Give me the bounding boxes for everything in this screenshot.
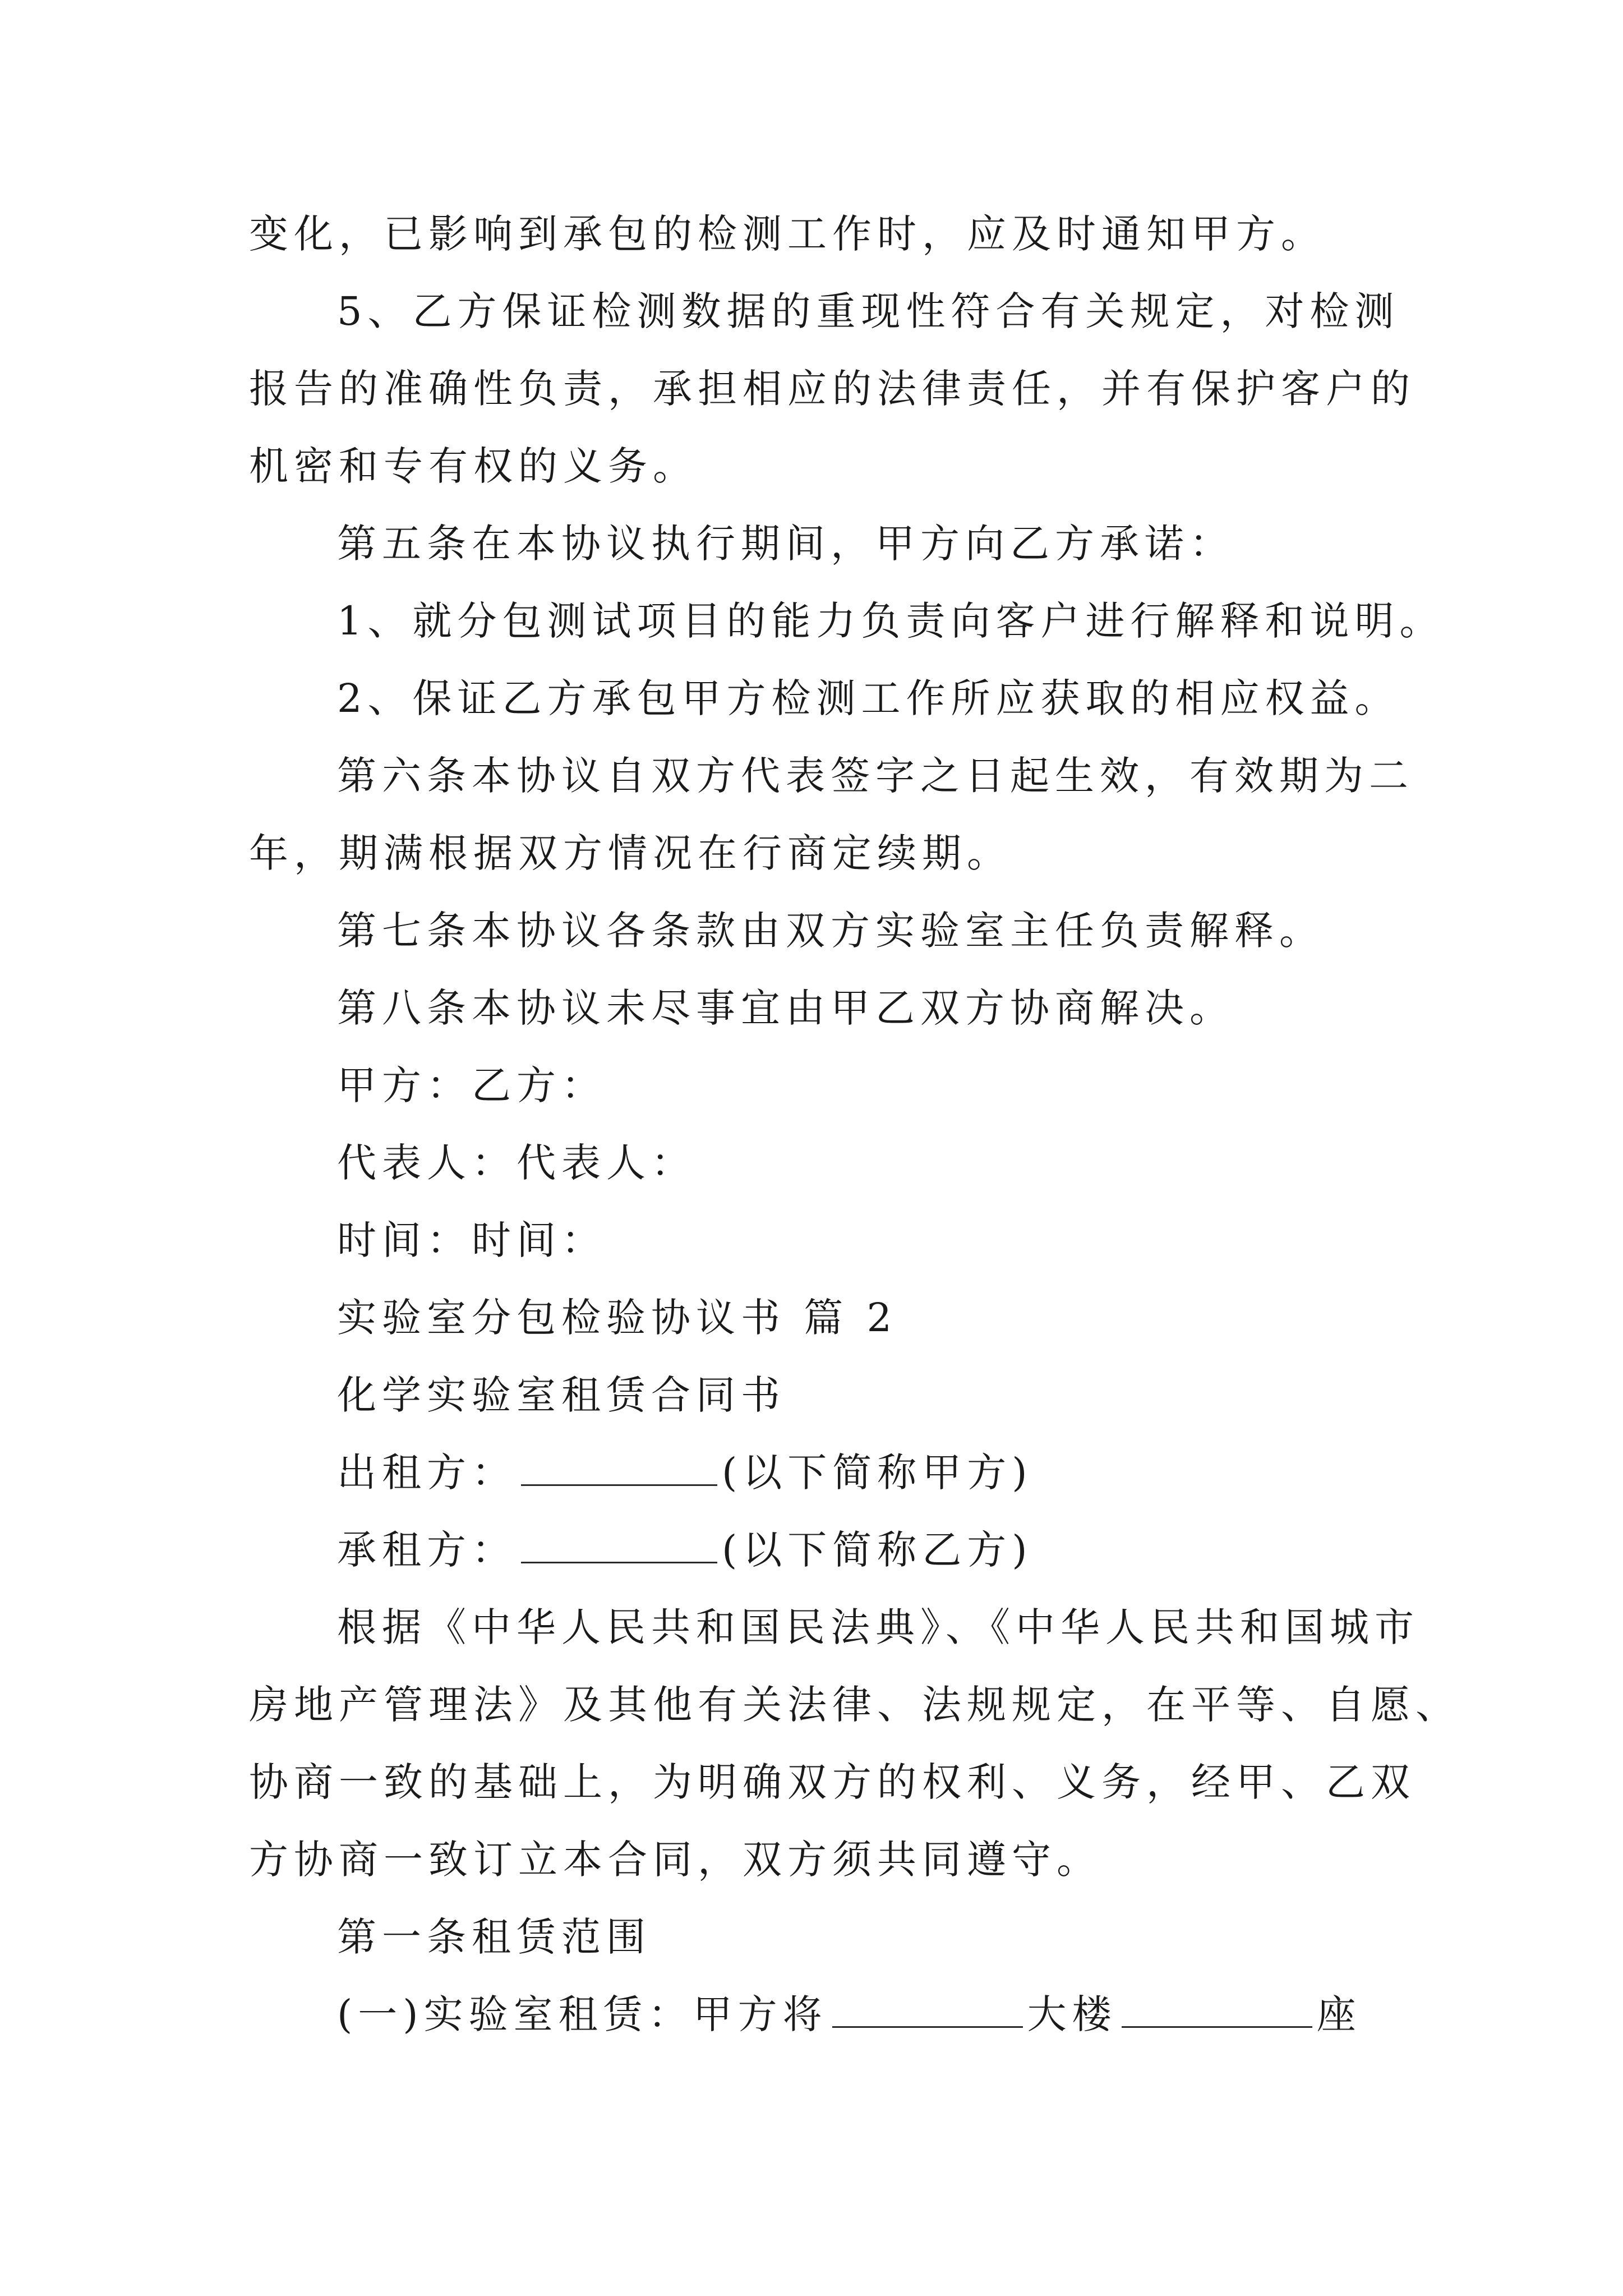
basis-line: 房地产管理法》及其他有关法律、法规规定，在平等、自愿、 [249, 1682, 1460, 1728]
lessor-blank [521, 1450, 717, 1486]
lessee-suffix: (以下简称乙方) [722, 1527, 1033, 1573]
text-line: 第五条在本协议执行期间，甲方向乙方承诺： [337, 521, 1234, 567]
lease-clause-seat: 座 [1316, 1991, 1362, 2037]
article-one-title: 第一条租赁范围 [337, 1914, 651, 1960]
text-line: 机密和专有权的义务。 [249, 443, 698, 489]
basis-line: 根据《中华人民共和国民法典》、《中华人民共和国城市 [337, 1604, 1419, 1650]
contract-title: 化学实验室租赁合同书 [337, 1372, 786, 1418]
lessor-label: 出租方： [337, 1450, 517, 1496]
text-line: 报告的准确性负责，承担相应的法律责任，并有保护客户的 [249, 366, 1415, 412]
lessor-line [337, 1444, 1033, 1501]
text-line: 2、保证乙方承包甲方检测工作所应获取的相应权益。 [337, 675, 1400, 721]
lessor-suffix: (以下简称甲方) [722, 1450, 1033, 1496]
lease-clause-prefix: (一)实验室租赁：甲方将 [337, 1991, 828, 2037]
signature-party-line: 甲方：乙方： [337, 1062, 606, 1108]
text-line: 第七条本协议各条款由双方实验室主任负责解释。 [337, 908, 1324, 954]
signature-representative-line: 代表人：代表人： [337, 1140, 696, 1186]
seat-number-blank [1122, 1991, 1312, 2028]
basis-line: 协商一致的基础上，为明确双方的权利、义务，经甲、乙双 [249, 1759, 1415, 1805]
text-line: 5、乙方保证检测数据的重现性符合有关规定，对检测 [337, 288, 1400, 334]
text-line: 第八条本协议未尽事宜由甲乙双方协商解决。 [337, 985, 1234, 1031]
lessee-label: 承租方： [337, 1527, 517, 1573]
lease-clause-building: 大楼 [1027, 1991, 1117, 2037]
section-heading: 实验室分包检验协议书 篇 2 [337, 1295, 898, 1341]
building-name-blank [832, 1991, 1023, 2028]
text-line: 1、就分包测试项目的能力负责向客户进行解释和说明。 [337, 598, 1445, 644]
text-line: 第六条本协议自双方代表签字之日起生效，有效期为二 [337, 753, 1414, 799]
lessee-blank [521, 1527, 717, 1563]
lease-clause-line [337, 1986, 1362, 2042]
signature-date-line: 时间：时间： [337, 1217, 606, 1263]
text-line: 年，期满根据双方情况在行商定续期。 [249, 830, 1012, 876]
lessee-line [337, 1522, 1033, 1578]
text-line: 变化，已影响到承包的检测工作时，应及时通知甲方。 [249, 211, 1326, 257]
basis-line: 方协商一致订立本合同，双方须共同遵守。 [249, 1837, 1101, 1883]
